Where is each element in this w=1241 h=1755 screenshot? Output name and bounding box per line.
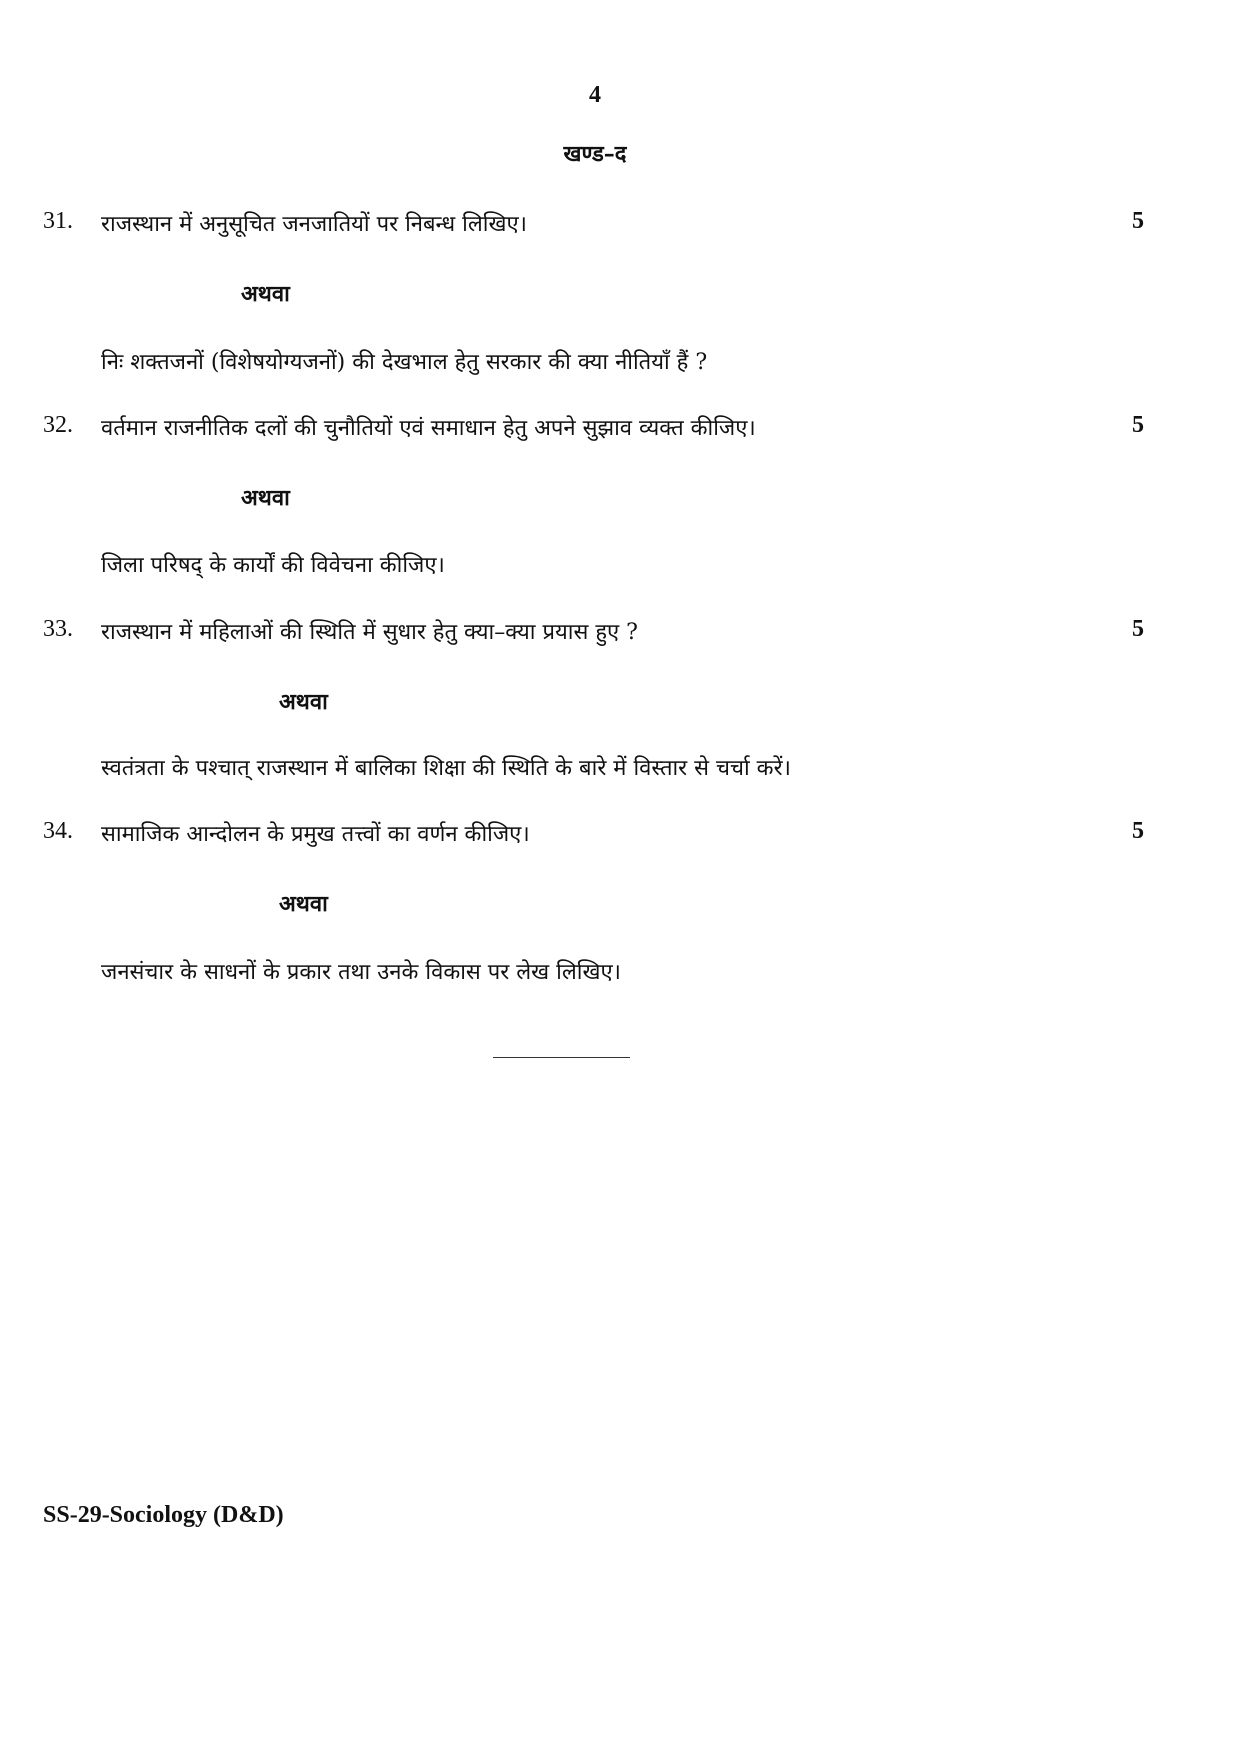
- question-31: [43, 208, 1143, 242]
- section-title: खण्ड–द: [563, 141, 627, 167]
- or-label: अथवा: [279, 689, 328, 715]
- or-label: अथवा: [241, 485, 290, 511]
- question-marks: 5: [1132, 412, 1144, 438]
- question-number: 32.: [43, 412, 73, 438]
- question-number: 34.: [43, 818, 73, 844]
- question-text: राजस्थान में महिलाओं की स्थिति में सुधार हेतु क्या–क्या प्रयास हुए ?: [101, 620, 638, 645]
- question-33: [43, 616, 1143, 650]
- question-34: [43, 818, 1143, 852]
- alternative-question: जिला परिषद् के कार्यों की विवेचना कीजिए।: [101, 553, 445, 578]
- end-of-paper-rule: [493, 1057, 630, 1058]
- question-text: सामाजिक आन्दोलन के प्रमुख तत्त्वों का वर्णन कीजिए।: [101, 822, 530, 847]
- alternative-question: जनसंचार के साधनों के प्रकार तथा उनके विकास पर लेख लिखिए।: [101, 960, 621, 985]
- paper-code: SS-29-Sociology (D&D): [43, 1502, 284, 1528]
- question-32: [43, 412, 1143, 446]
- or-label: अथवा: [279, 891, 328, 917]
- alternative-question: स्वतंत्रता के पश्चात् राजस्थान में बालिका शिक्षा की स्थिति के बारे में विस्तार से चर्चा करें।: [101, 756, 791, 781]
- question-text: वर्तमान राजनीतिक दलों की चुनौतियों एवं समाधान हेतु अपने सुझाव व्यक्त कीजिए।: [101, 416, 756, 441]
- or-label: अथवा: [241, 281, 290, 307]
- question-marks: 5: [1132, 616, 1144, 642]
- question-number: 31.: [43, 208, 73, 234]
- page-number: 4: [589, 82, 601, 108]
- alternative-question: निः शक्तजनों (विशेषयोग्यजनों) की देखभाल हेतु सरकार की क्या नीतियाँ हैं ?: [101, 350, 708, 375]
- question-number: 33.: [43, 616, 73, 642]
- question-marks: 5: [1132, 818, 1144, 844]
- question-marks: 5: [1132, 208, 1144, 234]
- question-text: राजस्थान में अनुसूचित जनजातियों पर निबन्ध लिखिए।: [101, 212, 527, 237]
